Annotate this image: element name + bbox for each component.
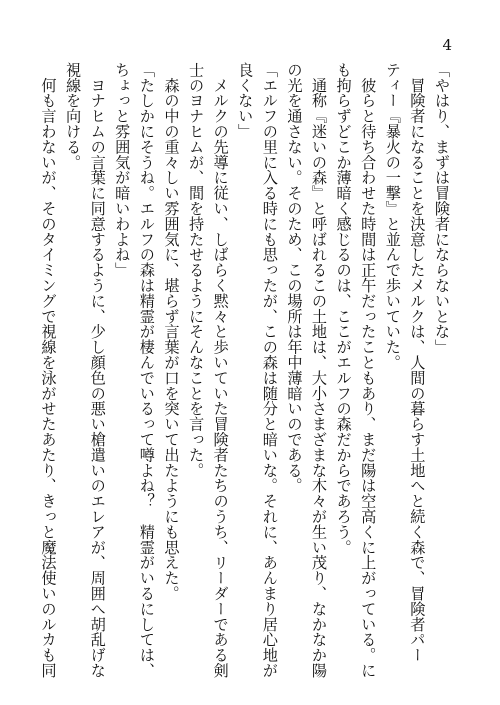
text-line: 良くない」 (236, 62, 255, 139)
page-number: 4 (442, 36, 452, 54)
text-line: 何も言わないが、そのタイミングで視線を泳がせたあたり、きっと魔法使いのルカも同 (39, 62, 58, 678)
text-line: 森の中の重々しい雰囲気に、堪らず言葉が口を突いて出たようにも思えた。 (162, 62, 181, 601)
text-line: 「エルフの里に入る時にも思ったが、この森は随分と暗いな。それに、あんまり居心地が (260, 62, 279, 678)
text-line: メルクの先導に従い、しばらく黙々と歩いていた冒険者たちのうち、リーダーである剣 (211, 62, 230, 678)
text-line: 通称『迷いの森』と呼ばれるこの土地は、大小さまざまな木々が生い茂り、なかなか陽 (310, 62, 329, 678)
text-line: 「たしかにそうね。エルフの森は精霊が棲んでいるって噂よね？ 精霊がいるにしては、 (137, 62, 156, 678)
body-text (36, 62, 454, 678)
text-line: ちょっと雰囲気が暗いわよね」 (113, 62, 132, 278)
text-line: ティー『暴火の一撃』と並んで歩いていた。 (383, 62, 402, 370)
text-line: の光を通さない。そのため、この場所は年中薄暗いのである。 (285, 62, 304, 494)
text-line: 士のヨナヒムが、間を持たせるようにそんなことを言った。 (187, 62, 206, 478)
text-line: も拘らずどこか薄暗く感じるのは、ここがエルフの森だからであろう。 (334, 62, 353, 555)
text-line: 視線を向ける。 (64, 62, 83, 170)
text-line: 冒険者になることを決意したメルクは、人間の暮らす土地へと続く森で、冒険者パー (408, 62, 427, 663)
text-line: ヨナヒムの言葉に同意するように、少し顔色の悪い槍遣いのエレアが、周囲へ胡乱げな (88, 62, 107, 678)
text-line: 「やはり、まずは冒険者にならないとな」 (433, 62, 451, 355)
text-line: 彼らと待ち合わせた時間は正午だったこともあり、まだ陽は空高くに上がっている。に (359, 62, 378, 678)
